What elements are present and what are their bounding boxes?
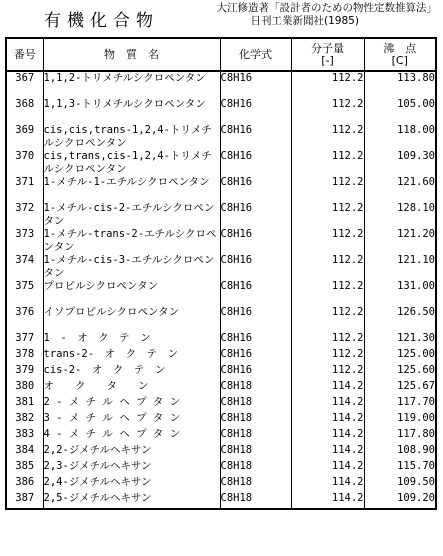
cell-molecular-weight: 112.2 bbox=[291, 254, 364, 280]
cell-no: 378 bbox=[6, 348, 43, 364]
cell-boiling-point: 125.00 bbox=[364, 348, 436, 364]
cell-molecular-weight: 114.2 bbox=[291, 460, 364, 476]
cell-boiling-point: 121.20 bbox=[364, 228, 436, 254]
cell-no: 379 bbox=[6, 364, 43, 380]
cell-name: cis-2- オ ク テ ン bbox=[43, 364, 220, 380]
cell-name: 1 - オ ク テ ン bbox=[43, 332, 220, 348]
cell-boiling-point: 117.70 bbox=[364, 396, 436, 412]
col-header-formula: 化学式 bbox=[220, 38, 291, 71]
table-body bbox=[6, 71, 436, 509]
cell-name: 1,1,2-トリメチルシクロペンタン bbox=[43, 71, 220, 98]
cell-molecular-weight: 114.2 bbox=[291, 492, 364, 509]
cell-boiling-point: 119.00 bbox=[364, 412, 436, 428]
table-row bbox=[6, 476, 436, 492]
cell-no: 383 bbox=[6, 428, 43, 444]
cell-molecular-weight: 112.2 bbox=[291, 228, 364, 254]
cell-molecular-weight: 114.2 bbox=[291, 412, 364, 428]
cell-boiling-point: 121.10 bbox=[364, 254, 436, 280]
col-header-bp-label: 沸 点 bbox=[383, 41, 417, 55]
cell-boiling-point: 115.70 bbox=[364, 460, 436, 476]
cell-molecular-weight: 112.2 bbox=[291, 71, 364, 98]
cell-formula: C8H16 bbox=[220, 202, 291, 228]
cell-formula: C8H16 bbox=[220, 124, 291, 150]
cell-no: 369 bbox=[6, 124, 43, 150]
cell-formula: C8H18 bbox=[220, 476, 291, 492]
table-row bbox=[6, 380, 436, 396]
cell-molecular-weight: 112.2 bbox=[291, 348, 364, 364]
page-title: 有機化合物 bbox=[44, 11, 159, 31]
cell-name: イソプロピルシクロペンタン bbox=[43, 306, 220, 332]
cell-no: 382 bbox=[6, 412, 43, 428]
cell-formula: C8H16 bbox=[220, 280, 291, 306]
cell-no: 370 bbox=[6, 150, 43, 176]
cell-name: プロピルシクロペンタン bbox=[43, 280, 220, 306]
source-line-2: 日刊工業新聞社(1985) bbox=[250, 15, 359, 27]
cell-molecular-weight: 114.2 bbox=[291, 380, 364, 396]
cell-boiling-point: 113.80 bbox=[364, 71, 436, 98]
compound-table bbox=[5, 37, 437, 510]
cell-formula: C8H18 bbox=[220, 428, 291, 444]
table-row bbox=[6, 348, 436, 364]
cell-boiling-point: 109.20 bbox=[364, 492, 436, 509]
cell-boiling-point: 121.30 bbox=[364, 332, 436, 348]
cell-formula: C8H16 bbox=[220, 364, 291, 380]
cell-no: 372 bbox=[6, 202, 43, 228]
col-header-bp-unit: [C] bbox=[391, 53, 408, 67]
table-row bbox=[6, 176, 436, 202]
cell-molecular-weight: 112.2 bbox=[291, 176, 364, 202]
cell-no: 374 bbox=[6, 254, 43, 280]
cell-no: 367 bbox=[6, 71, 43, 98]
cell-formula: C8H18 bbox=[220, 412, 291, 428]
table-row bbox=[6, 332, 436, 348]
cell-name: 3 - メ チ ル ヘ プ タ ン bbox=[43, 412, 220, 428]
col-header-name: 物 質 名 bbox=[43, 38, 220, 71]
cell-boiling-point: 117.80 bbox=[364, 428, 436, 444]
cell-boiling-point: 118.00 bbox=[364, 124, 436, 150]
cell-molecular-weight: 112.2 bbox=[291, 202, 364, 228]
col-header-mw-label: 分子量 bbox=[311, 41, 344, 55]
cell-no: 377 bbox=[6, 332, 43, 348]
col-header-no: 番号 bbox=[6, 38, 43, 71]
cell-formula: C8H18 bbox=[220, 460, 291, 476]
table-row bbox=[6, 280, 436, 306]
table-row bbox=[6, 98, 436, 124]
cell-no: 371 bbox=[6, 176, 43, 202]
cell-name: 1-メチル-1-エチルシクロペンタン bbox=[43, 176, 220, 202]
cell-boiling-point: 121.60 bbox=[364, 176, 436, 202]
cell-name: オ ク タ ン bbox=[43, 380, 220, 396]
cell-molecular-weight: 114.2 bbox=[291, 428, 364, 444]
cell-boiling-point: 109.50 bbox=[364, 476, 436, 492]
cell-formula: C8H16 bbox=[220, 98, 291, 124]
cell-formula: C8H18 bbox=[220, 380, 291, 396]
cell-name: cis,trans,cis-1,2,4-トリメチルシクロペンタン bbox=[43, 150, 220, 176]
cell-no: 375 bbox=[6, 280, 43, 306]
table-row bbox=[6, 254, 436, 280]
cell-no: 368 bbox=[6, 98, 43, 124]
cell-formula: C8H16 bbox=[220, 254, 291, 280]
table-row bbox=[6, 460, 436, 476]
cell-boiling-point: 128.10 bbox=[364, 202, 436, 228]
cell-name: cis,cis,trans-1,2,4-トリメチルシクロペンタン bbox=[43, 124, 220, 150]
cell-name: 2 - メ チ ル ヘ プ タ ン bbox=[43, 396, 220, 412]
cell-boiling-point: 125.67 bbox=[364, 380, 436, 396]
cell-no: 386 bbox=[6, 476, 43, 492]
cell-no: 384 bbox=[6, 444, 43, 460]
table-row bbox=[6, 124, 436, 150]
cell-name: 2,3-ジメチルヘキサン bbox=[43, 460, 220, 476]
cell-formula: C8H16 bbox=[220, 306, 291, 332]
cell-boiling-point: 125.60 bbox=[364, 364, 436, 380]
cell-formula: C8H18 bbox=[220, 492, 291, 509]
col-header-mw bbox=[291, 38, 364, 71]
cell-molecular-weight: 112.2 bbox=[291, 98, 364, 124]
table-row bbox=[6, 150, 436, 176]
cell-molecular-weight: 114.2 bbox=[291, 396, 364, 412]
cell-molecular-weight: 114.2 bbox=[291, 476, 364, 492]
cell-name: 2,2-ジメチルヘキサン bbox=[43, 444, 220, 460]
cell-formula: C8H16 bbox=[220, 176, 291, 202]
cell-boiling-point: 109.30 bbox=[364, 150, 436, 176]
cell-formula: C8H16 bbox=[220, 332, 291, 348]
cell-boiling-point: 108.90 bbox=[364, 444, 436, 460]
cell-no: 381 bbox=[6, 396, 43, 412]
cell-formula: C8H16 bbox=[220, 228, 291, 254]
cell-molecular-weight: 112.2 bbox=[291, 364, 364, 380]
cell-name: 2,4-ジメチルヘキサン bbox=[43, 476, 220, 492]
cell-molecular-weight: 112.2 bbox=[291, 332, 364, 348]
col-header-bp bbox=[364, 38, 436, 71]
table-row bbox=[6, 364, 436, 380]
cell-molecular-weight: 112.2 bbox=[291, 124, 364, 150]
cell-name: 4 - メ チ ル ヘ プ タ ン bbox=[43, 428, 220, 444]
cell-no: 380 bbox=[6, 380, 43, 396]
cell-name: 1-メチル-trans-2-エチルシクロペンタン bbox=[43, 228, 220, 254]
cell-no: 373 bbox=[6, 228, 43, 254]
cell-name: 2,5-ジメチルヘキサン bbox=[43, 492, 220, 509]
cell-molecular-weight: 112.2 bbox=[291, 280, 364, 306]
cell-molecular-weight: 114.2 bbox=[291, 444, 364, 460]
cell-boiling-point: 105.00 bbox=[364, 98, 436, 124]
cell-molecular-weight: 112.2 bbox=[291, 150, 364, 176]
cell-boiling-point: 131.00 bbox=[364, 280, 436, 306]
cell-name: 1,1,3-トリメチルシクロペンタン bbox=[43, 98, 220, 124]
cell-formula: C8H16 bbox=[220, 348, 291, 364]
table-row bbox=[6, 412, 436, 428]
table-row bbox=[6, 306, 436, 332]
table-header-row bbox=[6, 38, 436, 71]
table-row bbox=[6, 228, 436, 254]
cell-no: 376 bbox=[6, 306, 43, 332]
source-citation bbox=[217, 2, 438, 28]
col-header-mw-unit: [-] bbox=[321, 53, 334, 67]
cell-boiling-point: 126.50 bbox=[364, 306, 436, 332]
cell-name: 1-メチル-cis-3-エチルシクロペンタン bbox=[43, 254, 220, 280]
cell-name: 1-メチル-cis-2-エチルシクロペンタン bbox=[43, 202, 220, 228]
table-row bbox=[6, 202, 436, 228]
cell-formula: C8H18 bbox=[220, 396, 291, 412]
cell-formula: C8H18 bbox=[220, 444, 291, 460]
cell-no: 385 bbox=[6, 460, 43, 476]
table-row bbox=[6, 71, 436, 98]
cell-formula: C8H16 bbox=[220, 150, 291, 176]
cell-molecular-weight: 112.2 bbox=[291, 306, 364, 332]
source-line-1: 大江修造著「設計者のための物性定数推算法」 bbox=[216, 2, 437, 14]
table-row bbox=[6, 396, 436, 412]
table-row bbox=[6, 428, 436, 444]
cell-no: 387 bbox=[6, 492, 43, 509]
cell-name: trans-2- オ ク テ ン bbox=[43, 348, 220, 364]
table-row bbox=[6, 444, 436, 460]
cell-formula: C8H16 bbox=[220, 71, 291, 98]
table-row bbox=[6, 492, 436, 509]
